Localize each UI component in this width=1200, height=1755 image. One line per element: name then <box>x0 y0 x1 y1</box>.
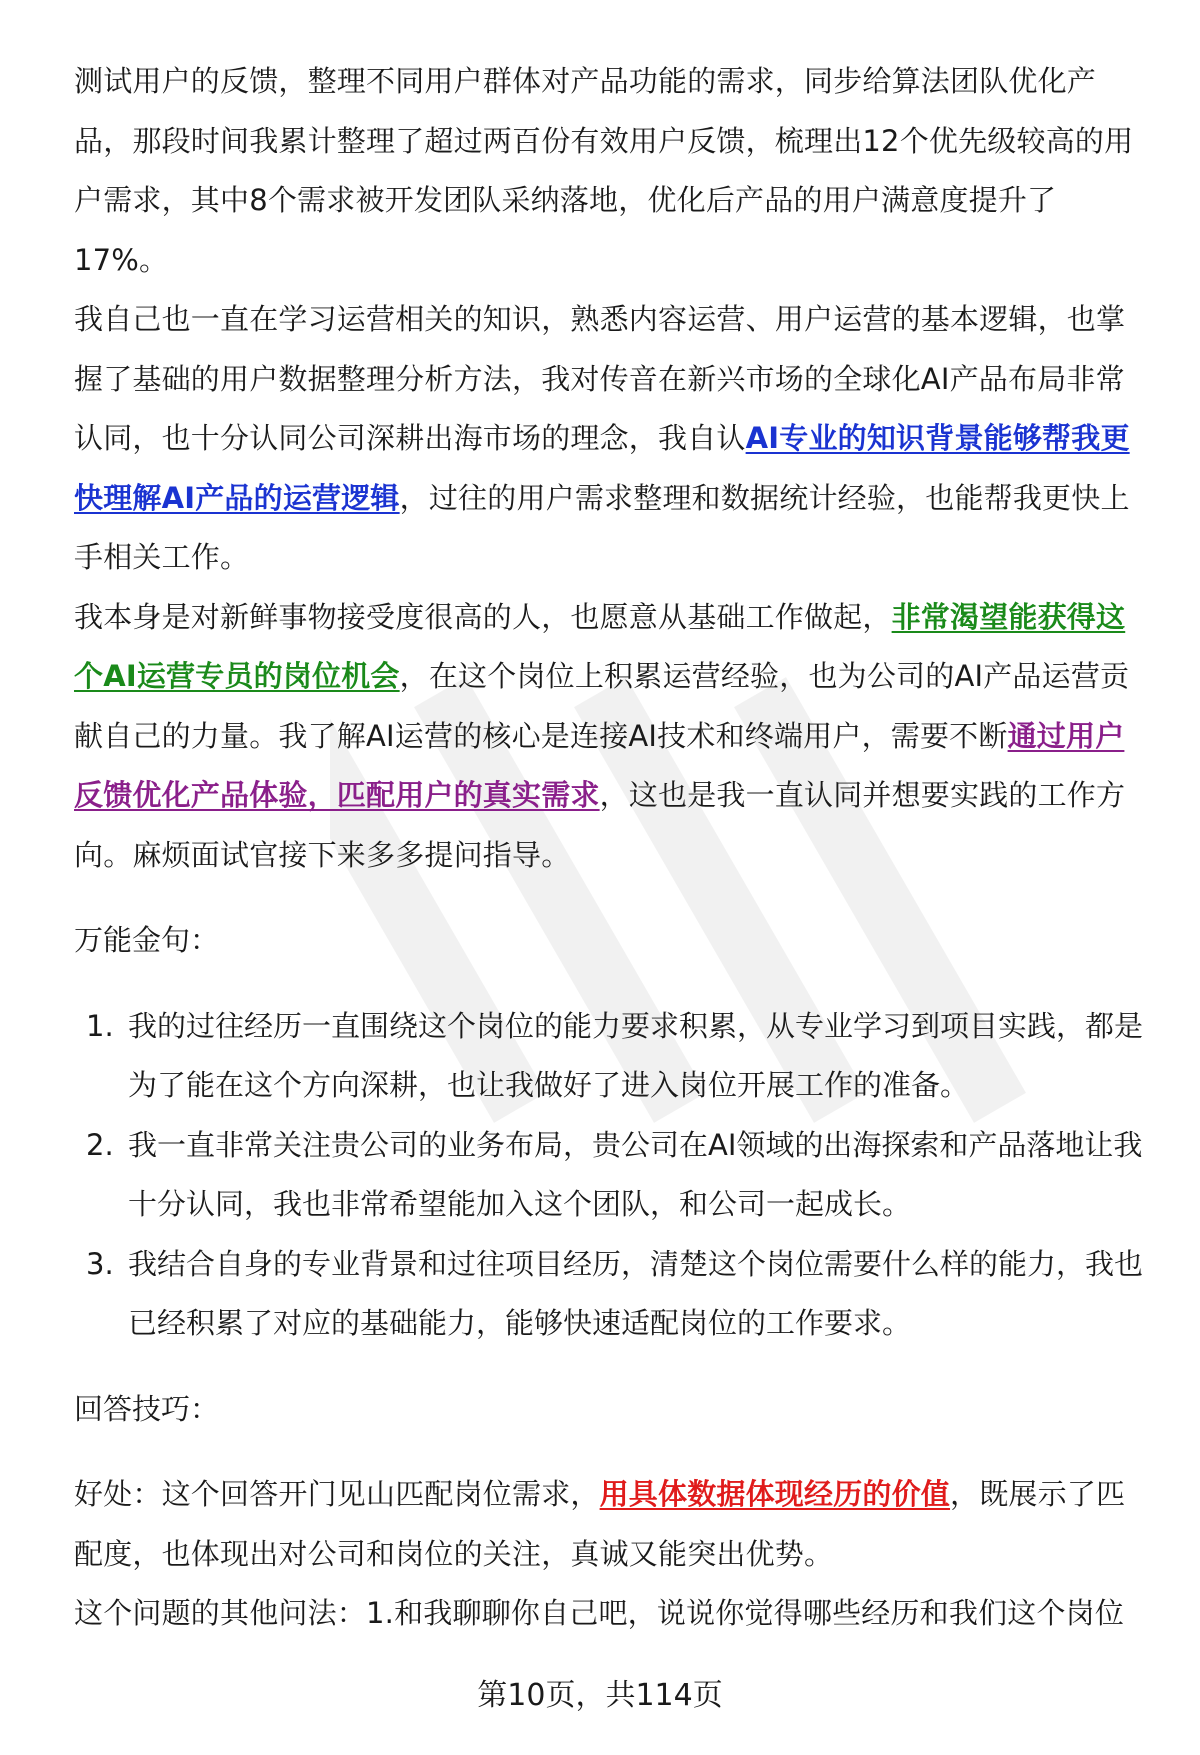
list-item-text: 我的过往经历一直围绕这个岗位的能力要求积累，从专业学习到项目实践，都是为了能在这个方向深耕，也让我做好了进入岗位开展工作的准备。 <box>128 1008 1144 1102</box>
paragraph-benefit <box>74 1465 1149 1584</box>
paragraph-user-feedback: 测试用户的反馈，整理不同用户群体对产品功能的需求，同步给算法团队优化产品，那段时间我累计整理了超过两百份有效用户反馈，梳理出12个优先级较高的用户需求，其中8个需求被开发团队采纳落地，优化后产品的用户满意度提升了17%。 <box>74 64 1134 277</box>
list-item <box>74 997 1149 1116</box>
list-number: 1. <box>86 1008 114 1043</box>
paragraph-text: ，在这个岗位上积累运营经验，也为公司的AI产品运营贡献自己的力量。我了解AI运营的核心是连接AI技术和终端用户，需要不断 <box>74 659 1130 753</box>
list-number: 2. <box>86 1127 114 1162</box>
list-item <box>74 1116 1149 1235</box>
paragraph-operations-knowledge <box>74 290 1149 588</box>
paragraph-text: 我自己也一直在学习运营相关的知识，熟悉内容运营、用户运营的基本逻辑，也掌握了基础的用户数据整理分析方法，我对传音在新兴市场的全球化AI产品布局非常认同，也十分认同公司深耕出海市场的理念，我自认 <box>74 302 1126 455</box>
paragraph-text: 好处：这个回答开门见山匹配岗位需求， <box>74 1477 600 1511</box>
answer-tips-label: 回答技巧： <box>74 1391 220 1426</box>
paragraph-text: ，过往的用户需求整理和数据统计经验，也能帮我更快上手相关工作。 <box>74 480 1130 574</box>
page-number: 第10页，共114页 <box>477 1678 723 1713</box>
list-item-text: 我结合自身的专业背景和过往项目经历，清楚这个岗位需要什么样的能力，我也已经积累了对应的基础能力，能够快速适配岗位的工作要求。 <box>128 1246 1144 1340</box>
paragraph-text: ，这也是我一直认同并想要实践的工作方向。麻烦面试官接下来多多提问指导。 <box>74 778 1126 872</box>
highlight-job-opportunity: 非常渴望能获得这个AI运营专员的岗位机会 <box>74 599 1126 693</box>
list-number: 3. <box>86 1246 114 1281</box>
document-body <box>74 52 1149 1644</box>
highlight-user-needs: 通过用户反馈优化产品体验，匹配用户的真实需求 <box>74 718 1125 812</box>
paragraph-text: 我本身是对新鲜事物接受度很高的人，也愿意从基础工作做起， <box>74 599 892 634</box>
paragraph-motivation <box>74 588 1149 886</box>
list-item-text: 我一直非常关注贵公司的业务布局，贵公司在AI领域的出海探索和产品落地让我十分认同，我也非常希望能加入这个团队，和公司一起成长。 <box>128 1127 1143 1221</box>
highlight-ai-background: AI专业的知识背景能够帮我更快理解AI产品的运营逻辑 <box>74 421 1130 515</box>
golden-sentences-list <box>74 997 1149 1354</box>
paragraph-text: ，既展示了匹配度，也体现出对公司和岗位的关注，真诚又能突出优势。 <box>74 1477 1126 1571</box>
list-item <box>74 1235 1149 1354</box>
highlight-data-value: 用具体数据体现经历的价值 <box>599 1477 951 1511</box>
paragraph-other-questions: 这个问题的其他问法：1.和我聊聊你自己吧，说说你觉得哪些经历和我们这个岗位 <box>74 1596 1125 1630</box>
golden-sentences-label: 万能金句： <box>74 923 220 957</box>
